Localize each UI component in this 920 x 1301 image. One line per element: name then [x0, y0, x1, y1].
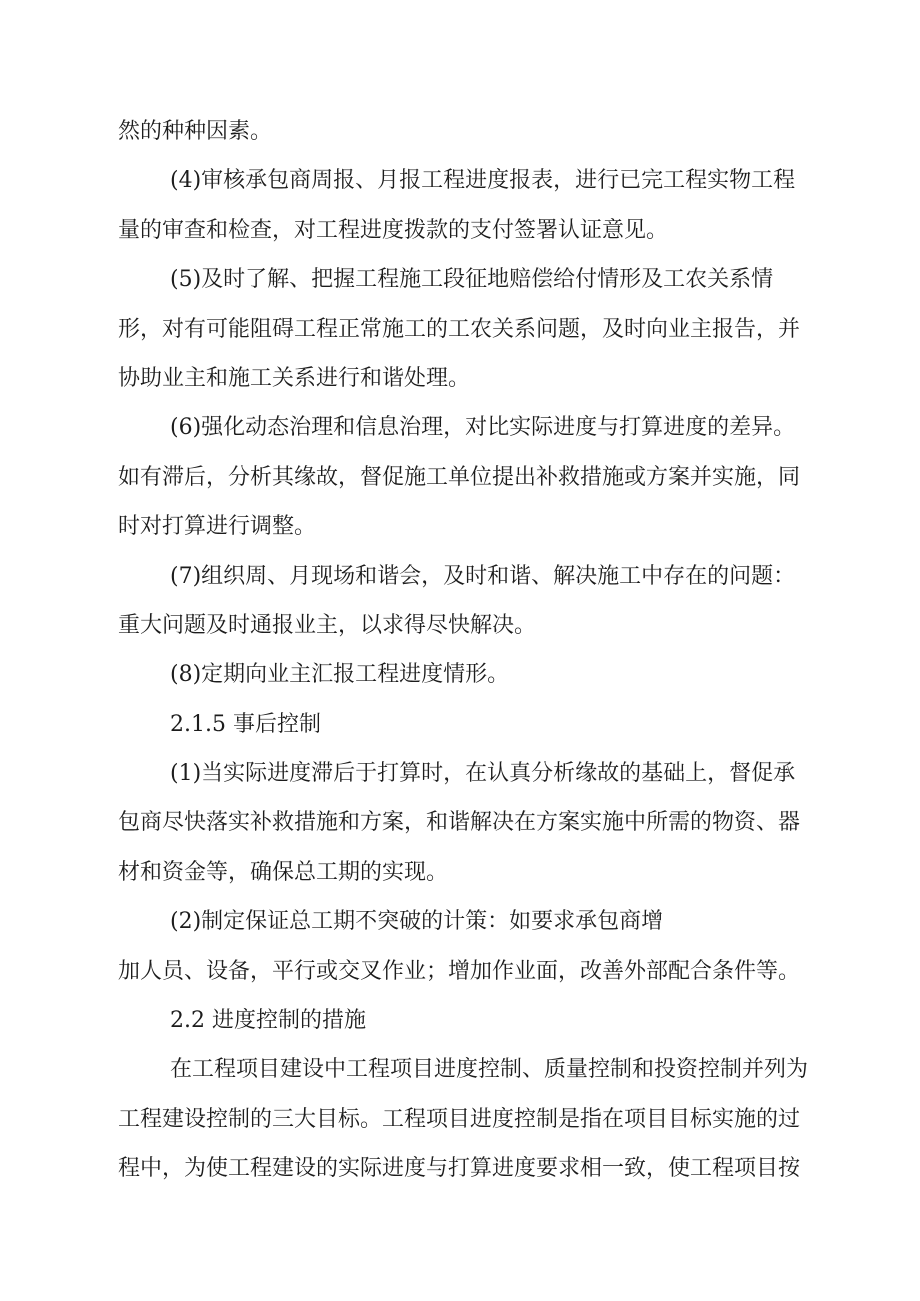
- paragraph-line: 形，对有可能阻碍工程正常施工的工农关系问题，及时向业主报告，并: [118, 316, 801, 342]
- paragraph-first-line: (4)审核承包商周报、月报工程进度报表，进行已完工程实物工程: [170, 168, 796, 194]
- paragraph-first-line: (5)及时了解、把握工程施工段征地赔偿给付情形及工农关系情: [170, 267, 774, 293]
- paragraph-first-line: (8)定期向业主汇报工程进度情形。: [170, 662, 510, 688]
- paragraph-line: 时对打算进行调整。: [118, 514, 317, 540]
- paragraph-first-line: (7)组织周、月现场和谐会，及时和谐、解决施工中存在的问题：: [170, 563, 796, 589]
- body-text: [118, 107, 858, 1194]
- paragraph-line: 如有滞后，分析其缘故，督促施工单位提出补救措施或方案并实施，同: [118, 464, 801, 490]
- paragraph-first-line: (2)制定保证总工期不突破的计策：如要求承包商增: [170, 909, 664, 935]
- paragraph-line: 材和资金等，确保总工期的实现。: [118, 859, 449, 885]
- paragraph-line: 量的审查和检查，对工程进度拨款的支付签署认证意见。: [118, 217, 669, 243]
- paragraph-first-line: (1)当实际进度滞后于打算时，在认真分析缘故的基础上，督促承: [170, 761, 796, 787]
- paragraph-first-line: 在工程项目建设中工程项目进度控制、质量控制和投资控制并列为: [170, 1057, 809, 1083]
- paragraph-line: 然的种种因素。: [118, 119, 273, 144]
- paragraph-line: 程中，为使工程建设的实际进度与打算进度要求相一致，使工程项目按: [118, 1156, 801, 1182]
- paragraph-line: 协助业主和施工关系进行和谐处理。: [118, 365, 471, 391]
- paragraph-line: 工程建设控制的三大目标。工程项目进度控制是指在项目目标实施的过: [118, 1106, 801, 1132]
- paragraph-line: 加人员、设备，平行或交叉作业；增加作业面，改善外部配合条件等。: [118, 958, 801, 984]
- paragraph-line: 重大问题及时通报业主，以求得尽快解决。: [118, 612, 537, 638]
- paragraph-first-line: (6)强化动态治理和信息治理，对比实际进度与打算进度的差异。: [170, 415, 796, 441]
- paragraph-first-line: 2.1.5 事后控制: [170, 711, 321, 737]
- paragraph-first-line: 2.2 进度控制的措施: [170, 1008, 366, 1034]
- paragraph-line: 包商尽快落实补救措施和方案，和谐解决在方案实施中所需的物资、器: [118, 810, 801, 836]
